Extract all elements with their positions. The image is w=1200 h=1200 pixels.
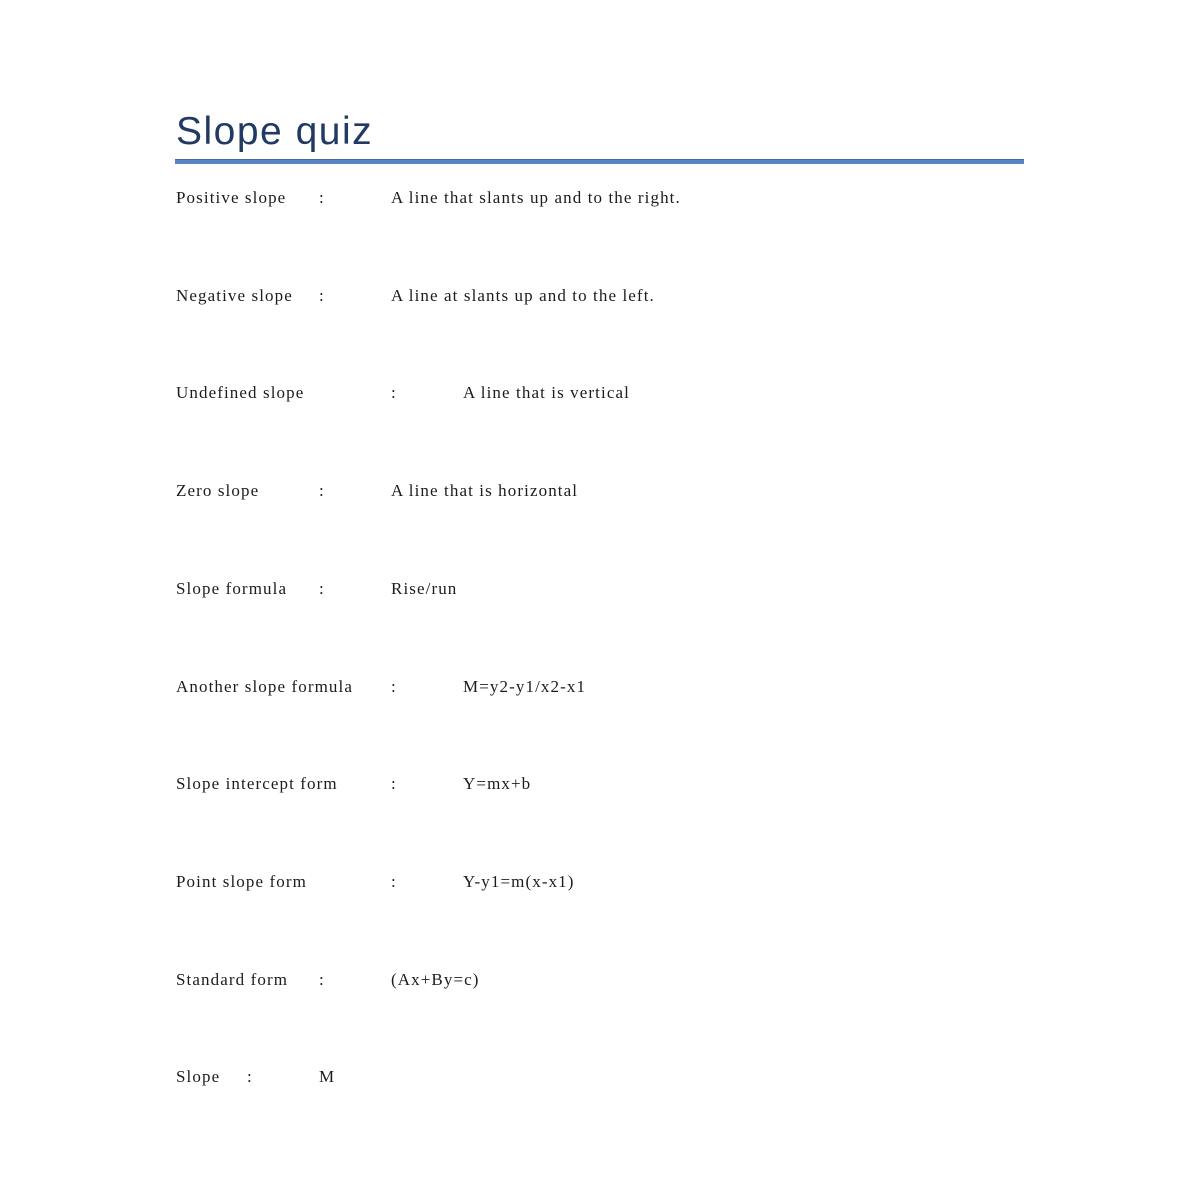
definition-row (176, 872, 1076, 896)
colon-separator: : (391, 383, 397, 402)
definition-row (176, 1067, 1076, 1091)
colon-separator: : (319, 579, 325, 598)
colon-separator: : (247, 1067, 253, 1086)
definition-text: A line that is horizontal (391, 481, 579, 500)
term-label: Another slope formula (176, 677, 354, 696)
definition-text: Y=mx+b (463, 774, 532, 793)
term-label: Undefined slope (176, 383, 305, 402)
colon-separator: : (391, 872, 397, 891)
term-label: Slope formula (176, 579, 288, 598)
colon-separator: : (391, 677, 397, 696)
definition-row (176, 481, 1076, 505)
definition-text: A line that slants up and to the right. (391, 188, 681, 207)
definition-text: A line that is vertical (463, 383, 630, 402)
definition-row (176, 579, 1076, 603)
term-label: Point slope form (176, 872, 307, 891)
definition-row (176, 774, 1076, 798)
term-label: Negative slope (176, 286, 293, 305)
definition-text: Rise/run (391, 579, 458, 598)
colon-separator: : (391, 774, 397, 793)
term-label: Positive slope (176, 188, 287, 207)
definition-row (176, 677, 1076, 701)
definition-text: (Ax+By=c) (391, 970, 480, 989)
colon-separator: : (319, 286, 325, 305)
page-title: Slope quiz (176, 110, 374, 153)
term-label: Zero slope (176, 481, 260, 500)
definition-row (176, 188, 1076, 212)
definition-text: M (319, 1067, 336, 1086)
definition-row (176, 383, 1076, 407)
colon-separator: : (319, 188, 325, 207)
colon-separator: : (319, 481, 325, 500)
term-label: Slope intercept form (176, 774, 338, 793)
definition-text: A line at slants up and to the left. (391, 286, 655, 305)
colon-separator: : (319, 970, 325, 989)
term-label: Standard form (176, 970, 289, 989)
definition-row (176, 970, 1076, 994)
definition-text: Y-y1=m(x-x1) (463, 872, 575, 891)
definition-text: M=y2-y1/x2-x1 (463, 677, 587, 696)
definition-row (176, 286, 1076, 310)
term-label: Slope (176, 1067, 221, 1086)
